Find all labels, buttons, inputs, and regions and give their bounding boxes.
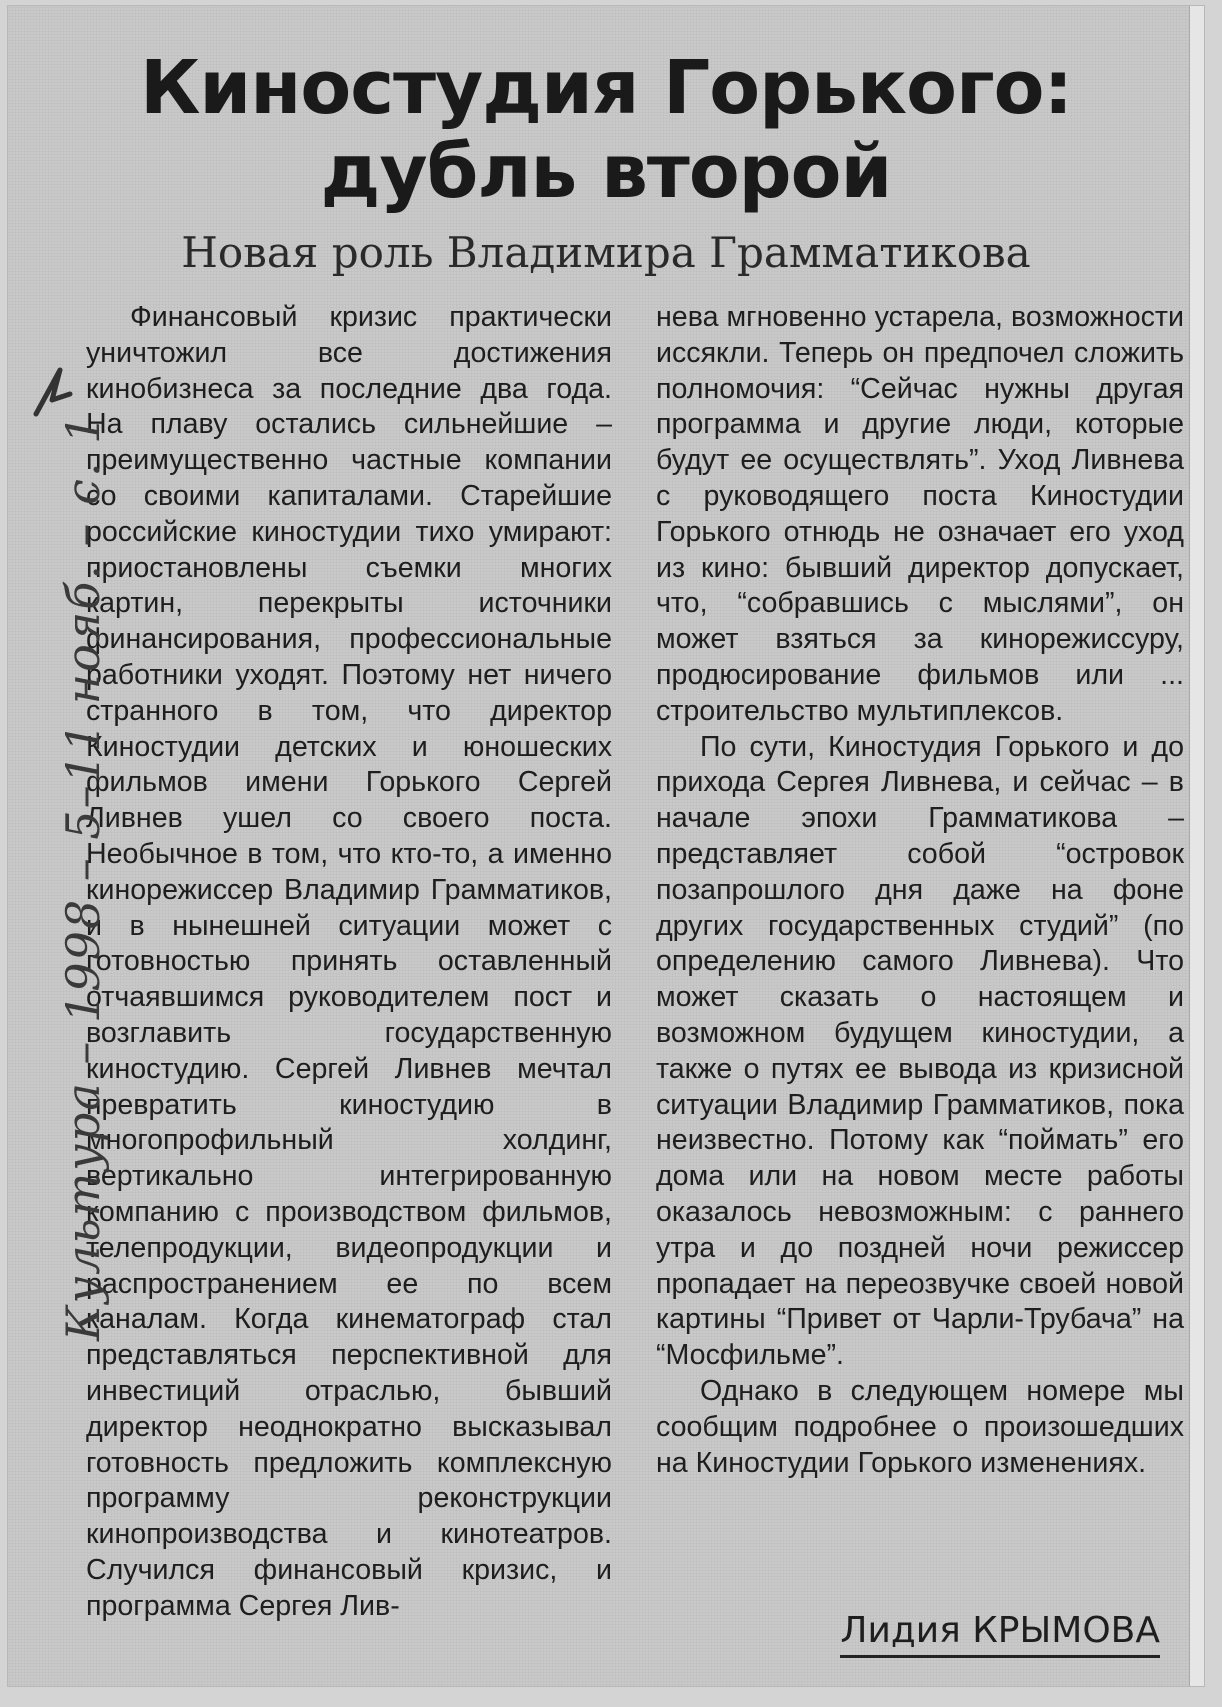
subheadline: Новая роль Владимира Грамматикова: [181, 228, 1031, 277]
paragraph-left-1: Финансовый кризис практически уничтожил все достижения кинобизнеса за последние два года. На плаву остались сильнейшие – преимущественно частные компании со своими капиталами. Старейшие российские киностудии тихо умирают: приостановлены съемки многих картин, перекрыты источники финансирования, профессиональные работники уходят. Поэтому нет ничего странного в том, что директор Киностудии детских и юношеских фильмов имени Горького Сергей Ливнев ушел со своего поста. Необычное в том, что кто-то, а именно кинорежиссер Владимир Грамматиков, и в нынешней ситуации может с готовностью принять оставленный отчаявшимся руководителем пост и возглавить государственную киностудию. Сергей Ливнев мечтал превратить киностудию в многопрофильный холдинг, вертикально интегрированную компанию с производством фильмов, телепродукции, видеопродукции и распространением ее по всем каналам. Когда кинематограф стал представляться перспективной для инвестиций отраслью, бывший директор неоднократно высказывал готовность предложить комплексную программу реконструкции кинопроизводства и кинотеатров. Случился финансовый кризис, и программа Сергея Лив-: [86, 301, 612, 1622]
paragraph-right-3: Однако в следующем номере мы сообщим подробнее о произошедших на Киностудии Горького изменениях.: [656, 1374, 1184, 1479]
handwritten-annotation: Культура – 1998 – 5–11 нояб. – с. 1: [56, 412, 110, 1341]
newspaper-clipping: [8, 6, 1204, 1686]
article-column-right: [656, 300, 1184, 1481]
paragraph-right-1: нева мгновенно устарела, возможности иссякли. Теперь он предпочел сложить полномочия: “Сейчас нужны другая программа и другие люди, которые будут ее осуществлять”. Уход Ливнева с руководящего поста Киностудии Горького отнюдь не означает его уход из кино: бывший директор допускает, что, “собравшись с мыслями”, он может взяться за кинорежиссуру, продюсирование фильмов или ... строительство мультиплексов.: [656, 301, 1184, 727]
article-column-left: [86, 300, 612, 1624]
pen-scribble-icon: [30, 364, 74, 424]
paragraph-right-2: По сути, Киностудия Горького и до прихода Сергея Ливнева, и сейчас – в начале эпохи Грамматикова – представляет собой “островок позапрошлого дня даже на фоне других государственных студий” (по определению самого Ливнева). Что может сказать о настоящем и возможном будущем киностудии, а также о путях ее вывода из кризисной ситуации Владимир Грамматиков, пока неизвестно. Потому как “поймать” его дома или на новом месте работы оказалось невозможным: с раннего утра и до поздней ночи режиссер пропадает на переозвучке своей новой картины “Привет от Чарли-Трубача” на “Мосфильме”.: [656, 730, 1184, 1372]
headline-line-2: дубль второй: [320, 129, 892, 215]
author-byline: Лидия КРЫМОВА: [840, 1610, 1160, 1658]
headline-line-1: Киностудия Горького:: [139, 45, 1073, 131]
headline: [8, 46, 1204, 214]
